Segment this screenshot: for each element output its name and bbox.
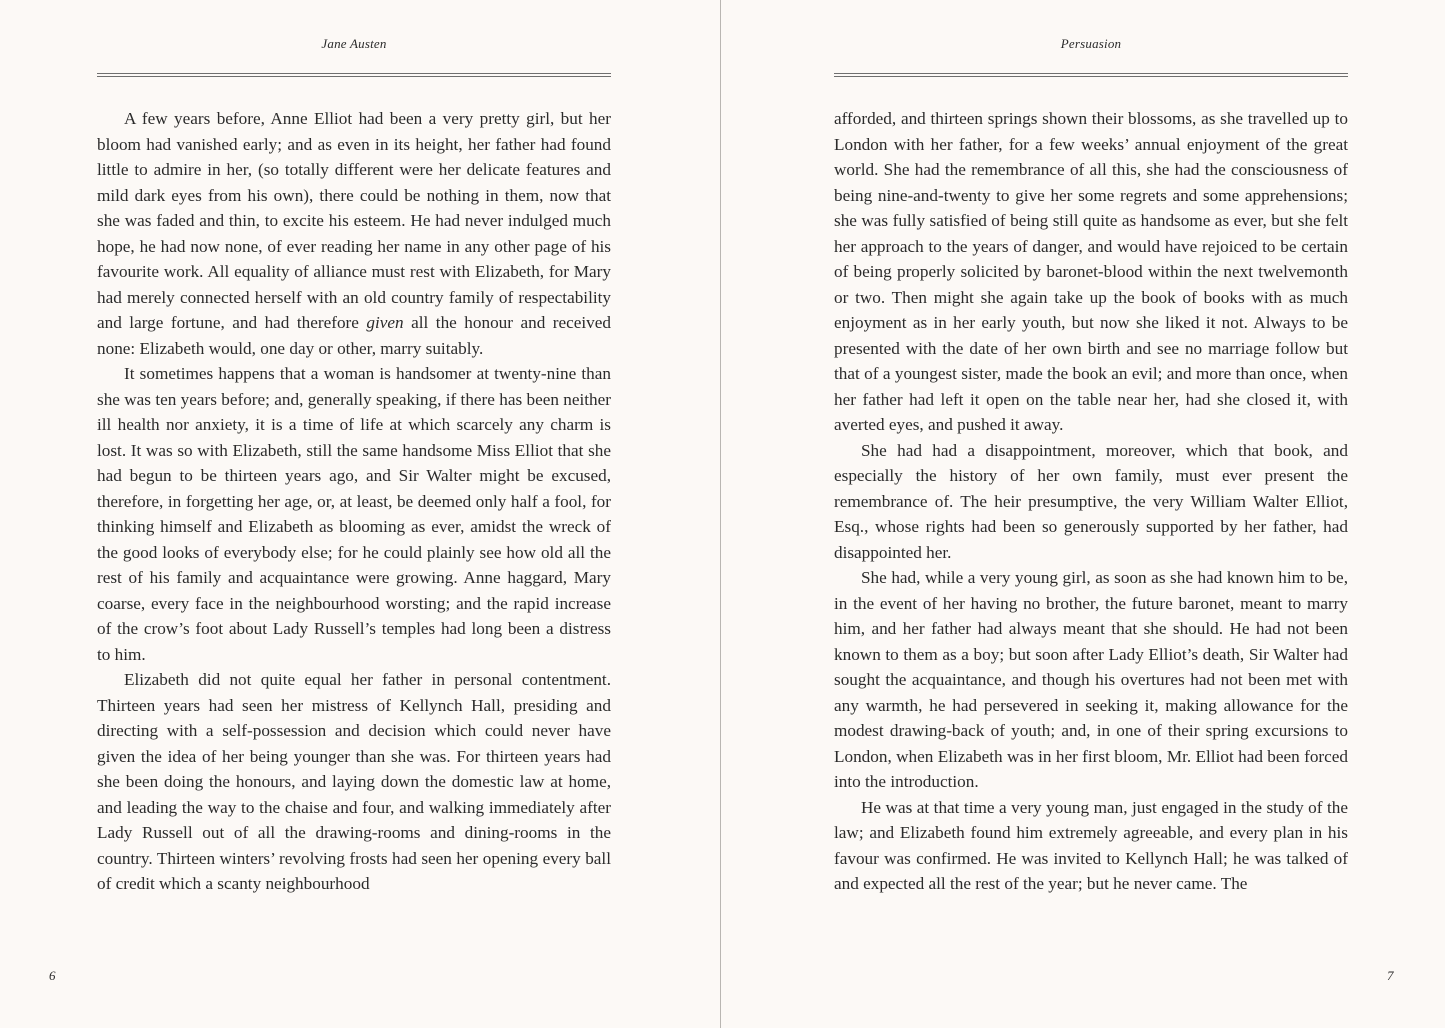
paragraph: [97, 106, 611, 361]
body-text-right: [834, 106, 1348, 897]
paragraph: She had had a disappointment, moreover, which that book, and especially the history of her own family, must ever present the remembrance of. The heir presumptive, the very William Walter Elliot, Esq., whose rights had been so generously supported by her father, had disappointed her.: [834, 440, 1348, 562]
paragraph-continued: afforded, and thirteen springs shown their blossoms, as she travelled up to London with her father, for a few weeks’ annual enjoyment of the great world. She had the remembrance of all this, she had the consciousness of being nine-and-twenty to give her some regrets and some apprehensions; she was fully satisfied of being still quite as handsome as ever, but she felt her approach to the years of danger, and would have rejoiced to be certain of being properly solicited by baronet-blood within the next twelvemonth or two. Then might she again take up the book of books with as much enjoyment as in her early youth, but now she liked it not. Always to be presented with the date of her own birth and see no marriage follow but that of a youngest sister, made the book an evil; and more than once, when her father had left it open on the table near her, had she closed it, with averted eyes, and pushed it away.: [834, 109, 1348, 434]
paragraph: Elizabeth did not quite equal her father in personal contentment. Thirteen years had seen her mistress of Kellynch Hall, presiding and directing with a self-possession and decision which could never have given the idea of her being younger than she was. For thirteen years had she been doing the honours, and laying down the domestic law at home, and leading the way to the chaise and four, and walking immediately after Lady Russell out of all the drawing-rooms and dining-rooms in the country. Thirteen winters’ revolving frosts had seen her opening every ball of credit which a scanty neighbourhood: [97, 670, 611, 893]
paragraph: He was at that time a very young man, just engaged in the study of the law; and Elizabeth found him extremely agreeable, and every plan in his favour was confirmed. He was invited to Kellynch Hall; he was talked of and expected all the rest of the year; but he never came. The: [834, 797, 1348, 893]
page-number-right: 7: [1387, 968, 1394, 983]
left-page: [0, 0, 720, 1028]
header-rule-right: [834, 73, 1348, 77]
paragraph: It sometimes happens that a woman is handsomer at twenty-nine than she was ten years before; and, generally speaking, if there has been neither ill health nor anxiety, it is a time of life at which scarcely any charm is lost. It was so with Elizabeth, still the same handsome Miss Elliot that she had begun to be thirteen years ago, and Sir Walter might be excused, therefore, in forgetting her age, or, at least, be deemed only half a fool, for thinking himself and Elizabeth as blooming as ever, amidst the wreck of the good looks of everybody else; for he could plainly see how old all the rest of his family and acquaintance were growing. Anne haggard, Mary coarse, every face in the neighbourhood worsting; and the rapid increase of the crow’s foot about Lady Russell’s temples had long been a distress to him.: [97, 364, 611, 664]
running-head-right: Persuasion: [1060, 36, 1122, 51]
emphasized-word: given: [366, 313, 404, 332]
paragraph-text: all the honour and received none: Elizabeth would, one day or other, marry suitably.: [97, 313, 611, 358]
page-number-left: 6: [49, 968, 56, 983]
gutter-divider: [720, 0, 721, 1028]
paragraph-text: A few years before, Anne Elliot had been a very pretty girl, but her bloom had vanished early; and as even in its height, her father had found little to admire in her, (so totally different were her delicate features and mild dark eyes from his own), there could be nothing in them, now that she was faded and thin, to excite his esteem. He had never indulged much hope, he had now none, of ever reading her name in any other page of his favourite work. All equality of alliance must rest with Elizabeth, for Mary had merely connected herself with an old country family of respectability and large fortune, and had therefore: [97, 109, 611, 332]
body-text-left: [97, 106, 611, 897]
header-rule-left: [97, 73, 611, 77]
right-page: [722, 0, 1445, 1028]
running-head-left: Jane Austen: [321, 36, 387, 51]
paragraph: She had, while a very young girl, as soon as she had known him to be, in the event of her having no brother, the future baronet, meant to marry him, and her father had always meant that she should. He had not been known to them as a boy; but soon after Lady Elliot’s death, Sir Walter had sought the acquaintance, and though his overtures had not been met with any warmth, he had persevered in seeking it, making allowance for the modest drawing-back of youth; and, in one of their spring excursions to London, when Elizabeth was in her first bloom, Mr. Elliot had been forced into the introduction.: [834, 568, 1348, 791]
